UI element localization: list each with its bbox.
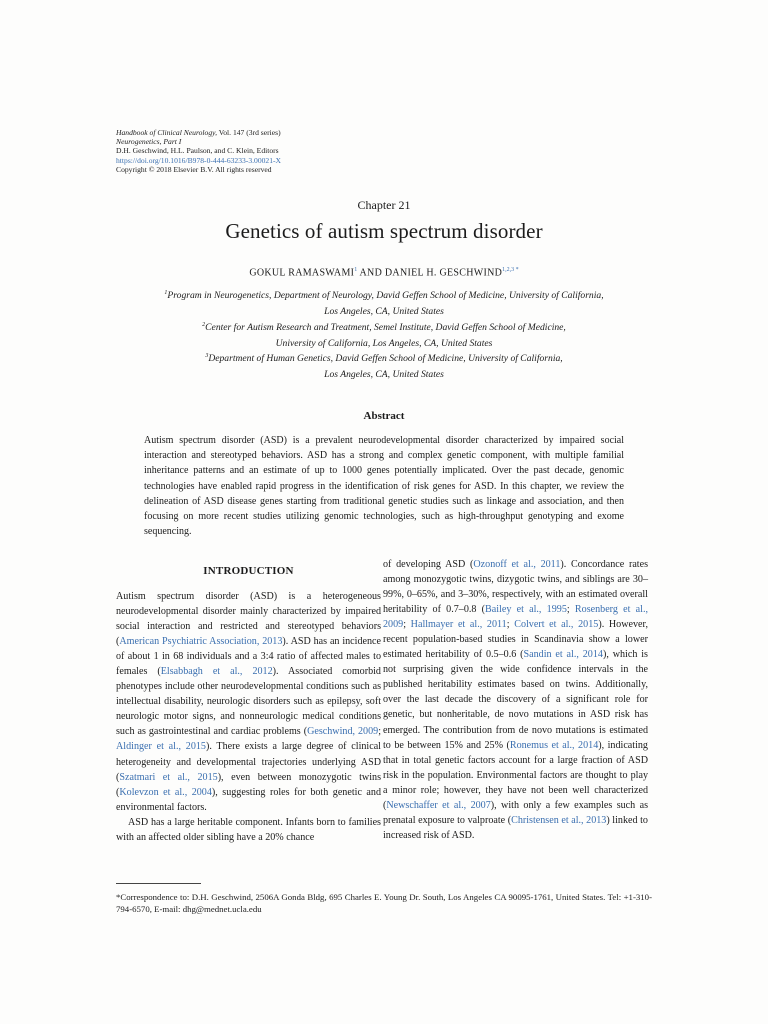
affiliation-2: $^2$Center for Autism Research and Treatment, Semel Institute, David Geffen School of Medicine, University of California, Los Angeles, CA, United States xyxy=(202,322,566,350)
doi-link[interactable]: https://doi.org/10.1016/B978-0-444-63233-3.00021-X xyxy=(116,155,282,165)
left-column xyxy=(116,589,381,845)
journal-line: Handbook of Clinical Neurology, Vol. 147 (3rd series) xyxy=(116,128,281,137)
affiliation-marker[interactable]: 1 xyxy=(354,267,358,273)
citation-link[interactable]: Geschwind, 2009 xyxy=(307,726,379,738)
author-separator: AND xyxy=(357,267,385,279)
copyright-line: Copyright © 2018 Elsevier B.V. All rights reserved xyxy=(116,164,272,174)
footnote-divider xyxy=(116,883,201,884)
editors-line: D.H. Geschwind, H.L. Paulson, and C. Klein, Editors xyxy=(116,146,279,156)
abstract-heading: Abstract xyxy=(363,410,405,422)
author-name: GOKUL RAMASWAMI xyxy=(249,267,355,279)
chapter-number: Chapter 21 xyxy=(357,198,411,212)
chapter-title: Genetics of autism spectrum disorder xyxy=(225,219,543,243)
paragraph: Autism spectrum disorder (ASD) is a heterogeneous neurodevelopmental disorder mainly characterized by impaired social interaction and restricted and stereotyped behaviors (American Psychiatric Association, 2013). ASD has an incidence of about 1 in 68 individuals and a 3:4 ratio of affected males to females (Elsabbagh et al., 2012). Associated comorbid phenotypes include other neurodevelopmental conditions such as intellectual disability, neurologic disorders such as epilepsy, soft neurologic motor signs, and nonneurologic medical conditions such as gastrointestinal and cardiac problems (Geschwind, 2009; Aldinger et al., 2015). There exists a large degree of clinical heterogeneity and developmental trajectories underlying ASD (Szatmari et al., 2015), even between monozygotic twins (Kolevzon et al., 2004), suggesting roles for both genetic and environmental factors. xyxy=(116,591,382,813)
author-name: DANIEL H. GESCHWIND xyxy=(384,267,503,279)
affiliation-marker[interactable]: 1,2,3 * xyxy=(502,267,519,273)
citation-link[interactable]: Ronemus et al., 2014 xyxy=(509,739,599,751)
citation-link[interactable]: Kolevzon et al., 2004 xyxy=(119,786,212,798)
abstract-text: Autism spectrum disorder (ASD) is a prevalent neurodevelopmental disorder characterized by impaired social interaction and stereotyped behaviors. ASD has a strong and complex genetic component, with multiple familial inheritance patterns and an estimate of up to 1000 genes potentially implicated. Over the past decade, genomic technologies have enabled rapid progress in the identification of risk genes for ASD. In this chapter, we review the delineation of ASD disease genes starting from traditional genetic studies such as linkage and association, and then focusing on more recent studies utilizing genomic technologies, such as high-throughput genotyping and exome sequencing. xyxy=(144,435,624,538)
citation-link[interactable]: Rosenberg et al., 2009 xyxy=(383,604,648,631)
citation-link[interactable]: Elsabbagh et al., 2012 xyxy=(160,666,273,678)
citation-link[interactable]: American Psychiatric Association, 2013 xyxy=(119,636,283,648)
citation-link[interactable]: Sandin et al., 2014 xyxy=(523,649,603,661)
author-line xyxy=(0,267,768,278)
citation-link[interactable]: Ozonoff et al., 2011 xyxy=(473,559,561,570)
volume-part-line: Neurogenetics, Part I xyxy=(116,137,182,147)
paragraph: of developing ASD (Ozonoff et al., 2011). Concordance rates among monozygotic twins, dizygotic twins, and siblings are 30–99%, 0–65%, and 3–30%, respectively, with an estimated overall heritability of 0.7–0.8 (Bailey et al., 1995; Rosenberg et al., 2009; Hallmayer et al., 2011; Colvert et al., 2015). However, recent population-based studies in Scandinavia show a lower estimated heritability of 0.5–0.6 (Sandin et al., 2014), which is not surprising given the wide confidence intervals in the published heritability estimates based on twins. Additionally, over the last decade the discovery of a significant role for genetic, but nonheritable, de novo mutations in ASD risk has emerged. The contribution from de novo mutations is estimated to be between 15% and 25% (Ronemus et al., 2014), indicating that in total genetic factors account for a large fraction of ASD risk in the population. Environmental factors are thought to play a minor role; however, they have not been well characterized (Newschaffer et al., 2007), with only a few examples such as prenatal exposure to valproate (Christensen et al., 2013) linked to increased risk of ASD. xyxy=(383,559,649,841)
citation-link[interactable]: Colvert et al., 2015 xyxy=(514,619,599,631)
section-heading-introduction: INTRODUCTION xyxy=(203,565,294,577)
right-column xyxy=(383,557,648,843)
citation-link[interactable]: Newschaffer et al., 2007 xyxy=(386,799,491,811)
citation-link[interactable]: Aldinger et al., 2015 xyxy=(116,741,206,753)
citation-link[interactable]: Christensen et al., 2013 xyxy=(511,814,607,826)
citation-link[interactable]: Hallmayer et al., 2011 xyxy=(410,619,507,631)
publication-info xyxy=(116,128,281,174)
citation-link[interactable]: Bailey et al., 1995 xyxy=(485,604,567,616)
affiliation-1: $^1$Program in Neurogenetics, Department of Neurology, David Geffen School of Medicine, University of California, Los Angeles, CA, United States xyxy=(164,290,604,318)
citation-link[interactable]: Szatmari et al., 2015 xyxy=(119,771,218,783)
affiliation-3: $^3$Department of Human Genetics, David Geffen School of Medicine, University of California, Los Angeles, CA, United States xyxy=(205,353,563,381)
correspondence-footnote: *Correspondence to: D.H. Geschwind, 2506A Gonda Bldg, 695 Charles E. Young Dr. South, Los Angeles CA 90095-1761, United States. Tel: +1-310-794-6570, E-mail: dhg@mednet.ucla.edu xyxy=(116,892,652,915)
paragraph: ASD has a large heritable component. Infants born to families with an affected older sibling have a 20% chance xyxy=(116,816,381,843)
